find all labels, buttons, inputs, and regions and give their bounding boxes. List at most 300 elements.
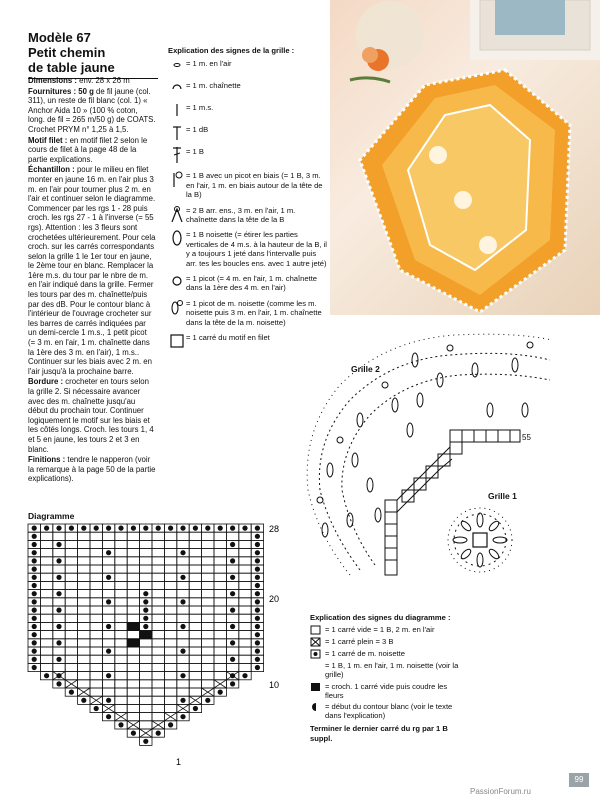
- diagram-cell: [78, 606, 90, 614]
- diagram-cell: [127, 598, 139, 606]
- diagram-cell: [164, 532, 176, 540]
- cross-mark: [65, 680, 77, 688]
- puff-dot: [180, 575, 185, 580]
- diagram-cell: [202, 680, 214, 688]
- diagram-cell: [102, 631, 114, 639]
- title-line-2: Petit chemin: [28, 45, 106, 60]
- diagram-cell: [78, 598, 90, 606]
- puff-dot: [94, 526, 99, 531]
- puff-dot: [230, 591, 235, 596]
- puff-dot: [156, 731, 161, 736]
- puff-dot: [242, 673, 247, 678]
- diagram-cell: [140, 639, 152, 647]
- diagram-cell: [189, 581, 201, 589]
- diagram-cell: [152, 532, 164, 540]
- diagram-cell: [239, 598, 251, 606]
- puff-dot: [106, 575, 111, 580]
- diagram-cell: [164, 598, 176, 606]
- diagram-cell: [127, 532, 139, 540]
- diagram-cell: [140, 704, 152, 712]
- cross-mark: [226, 672, 238, 680]
- diagram-cell: [65, 639, 77, 647]
- diagram-cell: [140, 663, 152, 671]
- diagram-cell: [152, 713, 164, 721]
- diagram-cell: [239, 540, 251, 548]
- puff-dot: [255, 665, 260, 670]
- dlegend-note: Terminer le dernier carré du rg par 1 B suppl.: [310, 724, 448, 743]
- diagram-cell: [140, 680, 152, 688]
- diagram-cell: [127, 631, 139, 639]
- puff-dot: [230, 526, 235, 531]
- puff-dot: [180, 714, 185, 719]
- diagram-cell: [65, 565, 77, 573]
- diagram-cell: [102, 532, 114, 540]
- puff-dot: [230, 575, 235, 580]
- diagram-cell: [140, 696, 152, 704]
- dlegend-puff: = 1 carré de m. noisette: [310, 649, 460, 659]
- half-circle-icon: [310, 702, 322, 712]
- diagram-cell: [214, 565, 226, 573]
- diagram-cell: [177, 663, 189, 671]
- dlegend-flower: = croch. 1 carré vide puis coudre les fleurs: [310, 682, 460, 700]
- row-label-10: 10: [269, 680, 280, 690]
- puff-dot: [131, 731, 136, 736]
- puff-dot: [32, 657, 37, 662]
- diagram-cell: [140, 573, 152, 581]
- grille2-row-55: 55: [522, 433, 531, 442]
- diagram-cell: [226, 598, 238, 606]
- diagram-cell: [65, 672, 77, 680]
- diagram-cell: [65, 532, 77, 540]
- diagram-cell: [115, 704, 127, 712]
- puff-dot: [255, 599, 260, 604]
- puff-dot: [106, 624, 111, 629]
- diagram-cell: [102, 557, 114, 565]
- diagram-cell: [226, 565, 238, 573]
- diagram-cell: [90, 573, 102, 581]
- diagram-cell: [102, 639, 114, 647]
- diagram-cell: [226, 614, 238, 622]
- diagram-cell: [152, 540, 164, 548]
- diagramme-label: Diagramme: [28, 511, 75, 521]
- diagram-cell: [53, 647, 65, 655]
- diagram-cell: [40, 606, 52, 614]
- diagram-cell: [115, 688, 127, 696]
- diagram-cell: [152, 557, 164, 565]
- puff-dot: [255, 624, 260, 629]
- puff-dot: [218, 690, 223, 695]
- diagram-cell: [202, 540, 214, 548]
- diagram-cell: [177, 557, 189, 565]
- diagram-cell: [226, 532, 238, 540]
- diagram-cell: [140, 647, 152, 655]
- diagram-cell: [78, 622, 90, 630]
- diagram-cell: [214, 549, 226, 557]
- diagram-cell: [164, 622, 176, 630]
- grille1-label: Grille 1: [488, 491, 517, 501]
- diagram-cell: [40, 631, 52, 639]
- diagram-cell: [189, 672, 201, 680]
- diagram-cell: [189, 573, 201, 581]
- diagram-cell: [115, 590, 127, 598]
- diagram-cell: [53, 631, 65, 639]
- puff-dot: [56, 542, 61, 547]
- diagram-cell: [152, 549, 164, 557]
- puff-dot: [32, 624, 37, 629]
- diagram-cell: [127, 565, 139, 573]
- diagram-cell: [115, 663, 127, 671]
- diagram-cell: [152, 680, 164, 688]
- diagram-cell: [189, 606, 201, 614]
- diagram-cell: [226, 647, 238, 655]
- grid-legend: [168, 46, 328, 355]
- diagram-cell: [164, 655, 176, 663]
- diagram-cell: [115, 532, 127, 540]
- diagram-cell: [140, 540, 152, 548]
- diagram-cell: [226, 663, 238, 671]
- puff-dot: [69, 526, 74, 531]
- diagram-cell: [90, 680, 102, 688]
- puff-dot: [193, 526, 198, 531]
- legend-item-dc: = 1 B: [168, 147, 328, 163]
- diagram-cell: [65, 549, 77, 557]
- diagram-cell: [214, 622, 226, 630]
- instr-sample: Échantillon : pour le milieu en filet monter en jaune 16 m. en l'air plus 3 m. en l'air pour tourner plus 2 m. en l'air et continuer selon le diagramme. Commencer par les rgs 1 - 28 puis croch. les rgs 27 - 1 à l'inverse (= 55 rgs). Attention : les 3 fleurs sont crochetées ultérieurement. Pour cela croch. sur les carrés correspondants selon la grille 1 le 1er tour en jaune, le 2ème tour en blanc. Remplacer la 1ère m.s. du tour par le nbre de m. en l'air indiqué dans la grille. Fermer les tours par des m. chaînette/puis par des dB. Pour le contour blanc à l'intérieur de l'ouvrage crocheter sur les barres de carrés indiquées par un demi-cercle 1 m.s., 1 petit picot (= 3 m. en l'air, 1 m. chaînette dans la 1ère des 3 m. en l'air), 1 m.s.. Continuer sur les biais avec 2 m. en l'air jusqu'à la prochaine barre.: [28, 165, 156, 376]
- diagram-cell: [40, 647, 52, 655]
- puff-dot: [32, 534, 37, 539]
- diagram-cell: [65, 647, 77, 655]
- puff-dot: [32, 608, 37, 613]
- diagram-cell: [90, 639, 102, 647]
- legend-item-2dc-tog: = 2 B arr. ens., 3 m. en l'air, 1 m. chaînette dans la tête de la B: [168, 206, 328, 225]
- filet-square-icon: [168, 333, 186, 349]
- diagram-cell: [40, 663, 52, 671]
- puff-dot: [255, 657, 260, 662]
- diagram-cell: [226, 631, 238, 639]
- diagram-cell: [115, 631, 127, 639]
- puff-dot: [44, 673, 49, 678]
- diagram-cell: [239, 663, 251, 671]
- diagram-cell: [140, 532, 152, 540]
- legend-item-slip: = 1 m. chaînette: [168, 81, 328, 97]
- puff-dot: [143, 599, 148, 604]
- puff-dot: [56, 608, 61, 613]
- diagram-cell: [239, 573, 251, 581]
- diagram-cell: [115, 565, 127, 573]
- diagram-cell: [65, 663, 77, 671]
- diagram-cell: [53, 532, 65, 540]
- cross-mark: [152, 721, 164, 729]
- puff-dot: [32, 599, 37, 604]
- cross-mark: [78, 688, 90, 696]
- diagram-cell: [177, 655, 189, 663]
- puff-dot: [32, 640, 37, 645]
- diagram-cell: [102, 590, 114, 598]
- puff-dot: [205, 698, 210, 703]
- puff-dot: [32, 575, 37, 580]
- cross-mark: [102, 704, 114, 712]
- diagram-cell: [78, 565, 90, 573]
- puff-dot: [230, 608, 235, 613]
- puff-dot: [81, 698, 86, 703]
- diagram-cell: [214, 581, 226, 589]
- diagram-cell: [78, 639, 90, 647]
- diagram-cell: [102, 565, 114, 573]
- diagram-cell: [102, 663, 114, 671]
- diagram-cell: [127, 655, 139, 663]
- puff-dot: [106, 673, 111, 678]
- instr-supplies: Fournitures : 50 g de fil jaune (col. 311), un reste de fil blanc (col. 1) « Anchor Aida 10 » (100 % coton, long. de fil = 265 m/50 g) de COATS. Crochet PRYM n° 1,25 à 1,5.: [28, 86, 156, 134]
- diagram-cell: [115, 581, 127, 589]
- puff-dot: [32, 632, 37, 637]
- diagram-cell: [214, 663, 226, 671]
- diagram-cell: [78, 590, 90, 598]
- puff-dot: [32, 649, 37, 654]
- diagram-cell: [189, 631, 201, 639]
- puff-dot: [56, 526, 61, 531]
- puff-dot: [255, 534, 260, 539]
- diagram-cell: [65, 540, 77, 548]
- diagram-legend: [310, 613, 460, 743]
- puff-dot: [44, 526, 49, 531]
- title-line-1: Modèle 67: [28, 30, 91, 45]
- diagram-cell: [164, 606, 176, 614]
- filled-square-icon: [310, 682, 322, 692]
- diagram-cell: [189, 590, 201, 598]
- chain-stitch-icon: [168, 59, 186, 75]
- diagram-cell: [127, 590, 139, 598]
- cross-mark: [90, 696, 102, 704]
- diagram-cell: [152, 614, 164, 622]
- diagram-cell: [177, 565, 189, 573]
- diagram-cell: [177, 631, 189, 639]
- diagram-cell: [53, 549, 65, 557]
- diagram-cell: [226, 549, 238, 557]
- diagram-cell: [177, 540, 189, 548]
- dlegend-puff-detail: = 1 B, 1 m. en l'air, 1 m. noisette (voir la grille): [325, 661, 459, 680]
- diagram-cell: [164, 590, 176, 598]
- diagram-cell: [127, 663, 139, 671]
- diagram-cell: [164, 688, 176, 696]
- diagram-cell: [115, 696, 127, 704]
- diagram-cell: [40, 639, 52, 647]
- grille1-chart: [440, 500, 520, 580]
- diagram-cell: [189, 688, 201, 696]
- diagram-cell: [239, 532, 251, 540]
- puff-dot: [230, 657, 235, 662]
- diagram-cell: [40, 581, 52, 589]
- diagram-cell: [177, 688, 189, 696]
- puff-dot: [255, 616, 260, 621]
- diagram-cell: [40, 557, 52, 565]
- cross-mark: [127, 721, 139, 729]
- diagram-cell: [102, 614, 114, 622]
- diagram-cell: [214, 573, 226, 581]
- puff-dot: [255, 526, 260, 531]
- single-crochet-icon: [168, 103, 186, 119]
- diagram-cell: [164, 631, 176, 639]
- diagram-cell: [102, 581, 114, 589]
- diagram-cell: [152, 590, 164, 598]
- diagram-cell: [65, 590, 77, 598]
- page-number: 99: [569, 773, 589, 787]
- diagram-cell: [140, 565, 152, 573]
- legend-item-puff: = 1 B noisette (= étirer les parties verticales de 4 m.s. à la hauteur de la B, il y a toujours 1 jeté dans l'intervalle puis arr. tes les boucles ens. avec 1 autre jeté): [168, 230, 328, 268]
- diagram-cell: [90, 672, 102, 680]
- legend-item-hdc: = 1 dB: [168, 125, 328, 141]
- puff-dot: [56, 657, 61, 662]
- diagram-cell: [115, 549, 127, 557]
- legend-item-picot: = 1 picot (= 4 m. en l'air, 1 m. chaînette dans la 1ère des 4 m. en l'air): [168, 274, 328, 293]
- diagram-cell: [127, 713, 139, 721]
- diagram-cell: [90, 663, 102, 671]
- diagram-cell: [239, 557, 251, 565]
- diagram-cell: [102, 680, 114, 688]
- puff-dot: [56, 575, 61, 580]
- diagram-cell: [177, 614, 189, 622]
- diagram-cell: [239, 565, 251, 573]
- puff-dot: [32, 567, 37, 572]
- diagram-cell: [65, 581, 77, 589]
- diagram-cell: [53, 565, 65, 573]
- diagram-cell: [164, 540, 176, 548]
- diagram-cell: [152, 622, 164, 630]
- diagram-cell: [115, 647, 127, 655]
- puff-dot: [56, 558, 61, 563]
- diagram-cell: [189, 549, 201, 557]
- diagram-cell: [102, 655, 114, 663]
- diagram-cell: [90, 565, 102, 573]
- diagram-cell: [65, 598, 77, 606]
- diagram-cell: [202, 647, 214, 655]
- diagram-cell: [202, 639, 214, 647]
- diagram-cell: [189, 639, 201, 647]
- puff-dot: [255, 640, 260, 645]
- diagram-cell: [90, 606, 102, 614]
- puff-stitch-icon: [168, 230, 186, 246]
- diagram-cell: [90, 622, 102, 630]
- diagram-cell: [239, 590, 251, 598]
- diagram-cell: [78, 680, 90, 688]
- diagram-cell: [90, 647, 102, 655]
- diagram-cell: [239, 622, 251, 630]
- instructions-column: [28, 76, 156, 485]
- diagram-cell: [78, 672, 90, 680]
- grid-legend-heading: Explication des signes de la grille :: [168, 46, 295, 55]
- instr-finish: Finitions : tendre le napperon (voir la remarque à la page 50 de la partie explications).: [28, 455, 156, 484]
- puff-dot: [230, 681, 235, 686]
- diagram-cell: [140, 688, 152, 696]
- diagram-cell: [189, 557, 201, 565]
- diagram-cell: [53, 614, 65, 622]
- diagram-cell: [78, 631, 90, 639]
- diagram-cell: [189, 680, 201, 688]
- grille2-chart: [300, 330, 560, 580]
- diagram-cell: [164, 672, 176, 680]
- diagram-cell: [140, 713, 152, 721]
- diagram-cell: [127, 704, 139, 712]
- puff-dot: [180, 649, 185, 654]
- puff-dot: [106, 526, 111, 531]
- dc-together-icon: [168, 206, 186, 222]
- diagram-cell: [40, 590, 52, 598]
- diagram-cell: [164, 663, 176, 671]
- diagram-cell: [65, 606, 77, 614]
- diagram-cell: [214, 631, 226, 639]
- diagram-cell: [115, 606, 127, 614]
- diagram-cell: [78, 573, 90, 581]
- diagram-cell: [102, 688, 114, 696]
- cross-mark: [164, 713, 176, 721]
- diagram-cell: [78, 549, 90, 557]
- diagram-cell: [152, 696, 164, 704]
- puff-dot: [106, 714, 111, 719]
- diagram-cell: [78, 655, 90, 663]
- diagram-cell: [65, 573, 77, 581]
- puff-dot: [56, 681, 61, 686]
- dot-square-icon: [310, 649, 322, 659]
- diagram-cell: [164, 614, 176, 622]
- diagram-cell: [164, 565, 176, 573]
- puff-dot: [242, 526, 247, 531]
- instr-dimensions: Dimensions : env. 28 x 26 m: [28, 76, 130, 85]
- diagram-cell: [214, 590, 226, 598]
- puff-dot: [118, 526, 123, 531]
- diagram-cell: [90, 590, 102, 598]
- puff-dot: [180, 599, 185, 604]
- puff-dot: [32, 665, 37, 670]
- diagram-cell: [239, 631, 251, 639]
- cross-mark: [115, 713, 127, 721]
- puff-dot: [180, 526, 185, 531]
- pattern-title: [28, 30, 158, 79]
- diagram-cell: [202, 598, 214, 606]
- puff-dot: [193, 706, 198, 711]
- diagram-cell: [202, 622, 214, 630]
- puff-dot: [255, 575, 260, 580]
- diagram-cell: [78, 647, 90, 655]
- diagram-cell: [152, 655, 164, 663]
- diagram-cell: [65, 557, 77, 565]
- diagram-cell: [202, 573, 214, 581]
- puff-dot: [56, 624, 61, 629]
- puff-dot: [32, 550, 37, 555]
- cross-square-icon: [310, 637, 322, 647]
- legend-item-chain: = 1 m. en l'air: [168, 59, 328, 75]
- diagram-cell: [164, 639, 176, 647]
- puff-dot: [218, 526, 223, 531]
- diagram-cell: [53, 663, 65, 671]
- diagram-cell: [189, 655, 201, 663]
- diagram-cell: [164, 696, 176, 704]
- diagram-cell: [202, 672, 214, 680]
- diagram-cell: [202, 614, 214, 622]
- puff-dot: [106, 649, 111, 654]
- puff-dot: [118, 722, 123, 727]
- diagram-cell: [78, 581, 90, 589]
- grille2-label: Grille 2: [351, 364, 380, 374]
- diagram-cell: [127, 540, 139, 548]
- diagram-cell: [90, 549, 102, 557]
- puff-dot: [32, 558, 37, 563]
- row-label-20: 20: [269, 594, 280, 604]
- puff-dot: [168, 526, 173, 531]
- diagram-cell: [115, 557, 127, 565]
- puff-dot: [106, 550, 111, 555]
- diagram-cell: [90, 631, 102, 639]
- legend-item-picot-bias: = 1 B avec un picot en biais (= 1 B, 3 m. en l'air, 1 m. en biais autour de la tête de la B): [168, 171, 328, 199]
- instr-border: Bordure : crocheter en tours selon la grille 2. Si nécessaire avancer avec des m. chaînette jusqu'au début du prochain tour. Continuer logiquement le motif sur les biais et les côtés longs. Croch. les tours 1, 4 et 5 en jaune, les tours 2 et 3 en blanc.: [28, 377, 154, 454]
